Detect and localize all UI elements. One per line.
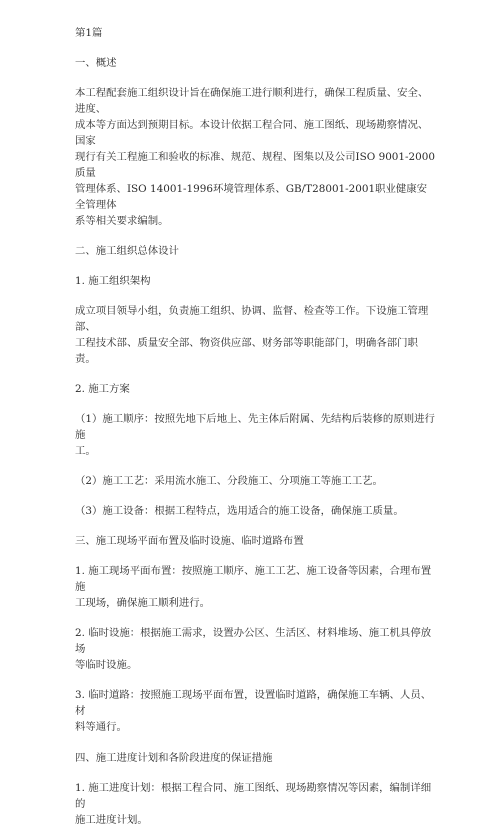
overview-paragraph: 本工程配套施工组织设计旨在确保施工进行顺利进行，确保工程质量、安全、进度、 成本等方面达到预期目标。本设计依据工程合同、施工图纸、现场勘察情况、国家 现行有关工程施工和验收的标准、规范、规程、图集以及公司ISO 9001-2000质量 管理体系、ISO 14001-1996环境管理体系、GB/T28001-2001职业健康安全管理体 系等相关要求编制。 (75, 87, 435, 227)
schedule-item-1: 1. 施工进度计划：根据工程合同、施工图纸、现场勘察情况等因素，编制详细的 施工进度计划。 (75, 782, 432, 826)
subheading-plan: 2. 施工方案 (75, 383, 130, 395)
section-heading-overview: 一、概述 (75, 57, 117, 69)
site-layout-item-3: 3. 临时道路：按照施工现场平面布置，设置临时道路，确保施工车辆、人员、材 料等通行。 (75, 689, 432, 733)
site-layout-item-2: 2. 临时设施：根据施工需求，设置办公区、生活区、材料堆场、施工机具停放场 等临时设施。 (75, 627, 432, 671)
subheading-organization: 1. 施工组织架构 (75, 275, 151, 287)
section-heading-schedule: 四、施工进度计划和各阶段进度的保证措施 (75, 752, 273, 764)
section-heading-site-layout: 三、施工现场平面布置及临时设施、临时道路布置 (75, 535, 304, 547)
plan-item-equipment: （3）施工设备：根据工程特点，选用适合的施工设备，确保施工质量。 (75, 505, 404, 517)
document-page (75, 25, 435, 828)
organization-paragraph: 成立项目领导小组，负责施工组织、协调、监督、检查等工作。下设施工管理部、 工程技术部、质量安全部、物资供应部、财务部等职能部门，明确各部门职责。 (75, 305, 429, 365)
chapter-title: 第1篇 (75, 27, 103, 39)
plan-item-sequence: （1）施工顺序：按照先地下后地上、先主体后附属、先结构后装修的原则进行施 工。 (75, 413, 435, 457)
site-layout-item-1: 1. 施工现场平面布置：按照施工顺序、施工工艺、施工设备等因素，合理布置施 工现场，确保施工顺利进行。 (75, 565, 432, 609)
section-heading-overall-design: 二、施工组织总体设计 (75, 245, 179, 257)
plan-item-process: （2）施工工艺：采用流水施工、分段施工、分项施工等施工工艺。 (75, 475, 383, 487)
